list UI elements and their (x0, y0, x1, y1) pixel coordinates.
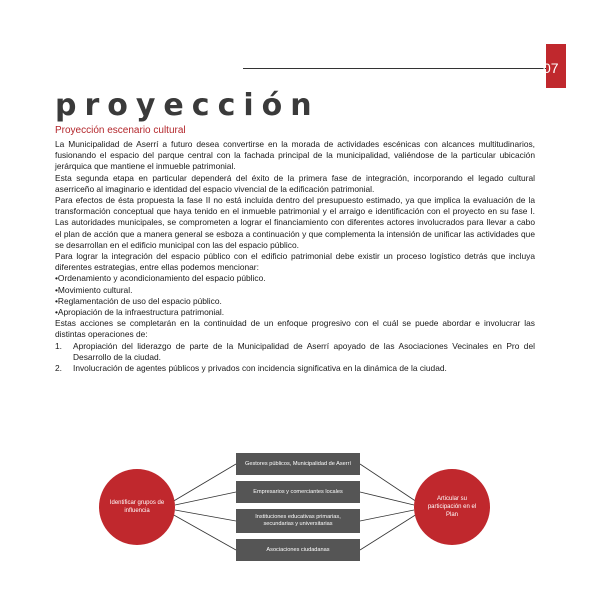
item-text: Apropiación del liderazgo de parte de la Municipalidad de Aserrí apoyado de las Asociaciones Vecinales en Pro del Desarrollo de la ciudad. (73, 340, 535, 362)
paragraph: Esta segunda etapa en particular dependerá del éxito de la primera fase de integración, incorporando el legado cultural aserriceño al imaginario e identidad del espacio vivencial de la edificación patrimonial. (55, 172, 535, 194)
articulate-participation-circle: Articular su participación en el Plan (414, 469, 490, 545)
connector-line (175, 492, 236, 505)
page-title: proyección (55, 88, 320, 123)
section-subtitle: Proyección escenario cultural (55, 125, 186, 136)
page-number: 07 (543, 60, 559, 76)
actor-box-local-business: Empresarios y comerciantes locales (236, 481, 360, 503)
item-number: 1. (55, 340, 62, 351)
connector-line (360, 510, 414, 521)
item-text: Involucración de agentes públicos y privados con incidencia significativa en la dinámica de la ciudad. (73, 363, 447, 374)
bullet-item: •Apropiación de la infraestructura patrimonial. (55, 307, 225, 318)
actor-box-educational-institutions: Instituciones educativas primarias, secundarias y universitarias (236, 509, 360, 533)
header-rule (243, 68, 546, 69)
paragraph: Para efectos de ésta propuesta la fase II no está incluida dentro del presupuesto estimado, ya que implica la evaluación de la transformación conceptual que haya tenido en el inmueble patrimonial y el arraigo e identificación con el proyecto en su fase I. Las autoridades municipales, se comprometen a lograr el financiamiento con diferentes actores involucrados para llevar a cabo el plan de acción que a manera general se esboza a continuación y que complementa la intensión de unificar las actividades que se desarrollan en el edificio municipal con las del espacio público. (55, 195, 535, 250)
connector-line (360, 492, 414, 505)
actor-box-public-managers: Gestores públicos, Municipalidad de Aserrí (236, 453, 360, 475)
bullet-item: •Ordenamiento y acondicionamiento del espacio público. (55, 273, 266, 284)
numbered-item (55, 341, 535, 363)
identify-groups-circle: Identificar grupos de influencia (99, 469, 175, 545)
bullet-item: •Reglamentación de uso del espacio público. (55, 295, 222, 306)
connector-line (360, 514, 417, 550)
paragraph: La Municipalidad de Aserrí a futuro desea convertirse en la morada de actividades escénicas con alcances multitudinarios, fusionando el espacio del parque central con la fachada principal de la municipalidad, valiéndose de la particular ubicación jerárquica que mantiene el inmueble patrimonial. (55, 139, 535, 172)
body-text (55, 139, 535, 374)
paragraph: Estas acciones se completarán en la continuidad de un enfoque progresivo con el cuál se puede abordar e involucrar las distintas operaciones de: (55, 318, 535, 340)
item-number: 2. (55, 363, 62, 374)
bullet-item: •Movimiento cultural. (55, 284, 133, 295)
connector-line (360, 464, 417, 502)
numbered-item (55, 363, 535, 374)
connector-line (172, 514, 236, 550)
paragraph: Para lograr la integración del espacio público con el edificio patrimonial debe existir un proceso logístico detrás que incluya diferentes estrategias, entre ellas podemos mencionar: (55, 251, 535, 273)
connector-line (175, 510, 236, 521)
connector-line (172, 464, 236, 502)
actor-box-citizen-associations: Asociaciones ciudadanas (236, 539, 360, 561)
